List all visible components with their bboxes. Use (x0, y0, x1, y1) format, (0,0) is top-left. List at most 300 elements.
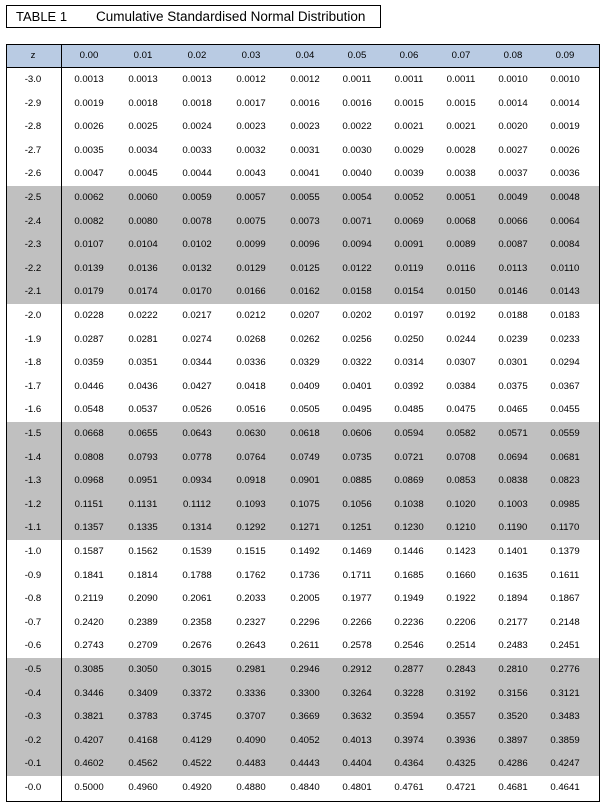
probability-cell: 0.0023 (290, 121, 320, 133)
probability-cell: 0.0021 (446, 121, 476, 133)
probability-cell: 0.0202 (342, 310, 372, 321)
probability-cell: 0.2148 (550, 616, 580, 628)
z-value-cell: -1.9 (24, 333, 42, 345)
probability-cell: 0.0037 (498, 168, 528, 180)
z-value-cell: -0.4 (24, 687, 42, 699)
probability-cell: 0.2420 (74, 616, 104, 628)
probability-cell: 0.4168 (128, 734, 158, 746)
probability-cell: 0.0392 (394, 380, 424, 392)
z-value-cell: -2.6 (24, 168, 42, 180)
probability-cell: 0.0838 (498, 475, 528, 487)
probability-cell: 0.0901 (290, 475, 320, 487)
probability-cell: 0.0307 (446, 357, 476, 369)
probability-cell: 0.0073 (290, 215, 320, 227)
probability-cell: 0.0110 (550, 262, 580, 274)
probability-cell: 0.1841 (74, 569, 104, 581)
probability-cell: 0.3821 (74, 711, 104, 723)
probability-cell: 0.0020 (498, 121, 528, 133)
probability-cell: 0.0735 (342, 451, 372, 463)
probability-cell: 0.0016 (290, 97, 320, 109)
probability-cell: 0.0559 (550, 428, 580, 439)
probability-cell: 0.3050 (128, 664, 158, 675)
probability-cell: 0.3015 (182, 664, 212, 675)
probability-cell: 0.3264 (342, 687, 372, 699)
probability-cell: 0.1539 (182, 546, 212, 557)
probability-cell: 0.0017 (236, 97, 266, 109)
probability-cell: 0.0268 (236, 333, 266, 345)
probability-cell: 0.0045 (128, 168, 158, 180)
probability-cell: 0.1814 (128, 569, 158, 581)
probability-cell: 0.0244 (446, 333, 476, 345)
probability-cell: 0.0010 (550, 74, 580, 85)
probability-cell: 0.0256 (342, 333, 372, 345)
probability-cell: 0.0136 (128, 262, 158, 274)
probability-cell: 0.0582 (446, 428, 476, 439)
probability-cell: 0.0418 (236, 380, 266, 392)
probability-cell: 0.0064 (550, 215, 580, 227)
probability-cell: 0.0125 (290, 262, 320, 274)
probability-cell: 0.1736 (290, 569, 320, 581)
probability-cell: 0.0222 (128, 310, 158, 321)
header-col-0.02: 0.02 (187, 50, 207, 61)
probability-cell: 0.1020 (446, 498, 476, 510)
probability-cell: 0.2578 (342, 640, 372, 652)
header-col-0.07: 0.07 (451, 50, 471, 61)
probability-cell: 0.1949 (394, 593, 424, 605)
z-value-cell: -1.5 (24, 428, 42, 439)
probability-cell: 0.0011 (446, 74, 476, 85)
probability-cell: 0.0516 (236, 404, 266, 416)
z-value-cell: -0.2 (24, 734, 42, 746)
probability-cell: 0.4129 (182, 734, 212, 746)
probability-cell: 0.1056 (342, 498, 372, 510)
probability-cell: 0.0150 (446, 286, 476, 298)
probability-cell: 0.0039 (394, 168, 424, 180)
probability-cell: 0.0080 (128, 215, 158, 227)
probability-cell: 0.3121 (550, 687, 580, 699)
probability-cell: 0.0505 (290, 404, 320, 416)
probability-cell: 0.0012 (236, 74, 266, 85)
probability-cell: 0.1190 (498, 522, 528, 534)
probability-cell: 0.2033 (236, 593, 266, 605)
probability-cell: 0.0043 (236, 168, 266, 180)
probability-cell: 0.2005 (290, 593, 320, 605)
probability-cell: 0.0274 (182, 333, 212, 345)
probability-cell: 0.0281 (128, 333, 158, 345)
probability-cell: 0.0367 (550, 380, 580, 392)
probability-cell: 0.3897 (498, 734, 528, 746)
probability-cell: 0.3409 (128, 687, 158, 699)
probability-cell: 0.0027 (498, 144, 528, 156)
probability-cell: 0.0329 (290, 357, 320, 369)
probability-cell: 0.3483 (550, 711, 580, 723)
probability-cell: 0.0107 (74, 239, 104, 251)
probability-cell: 0.0192 (446, 310, 476, 321)
probability-cell: 0.4404 (342, 758, 372, 770)
probability-cell: 0.2266 (342, 616, 372, 628)
probability-cell: 0.0025 (128, 121, 158, 133)
probability-cell: 0.0014 (498, 97, 528, 109)
probability-cell: 0.0113 (498, 262, 528, 274)
probability-cell: 0.0062 (74, 192, 104, 203)
z-value-cell: -0.1 (24, 758, 42, 770)
probability-cell: 0.2061 (182, 593, 212, 605)
probability-cell: 0.0146 (498, 286, 528, 298)
probability-cell: 0.0436 (128, 380, 158, 392)
probability-cell: 0.2810 (498, 664, 528, 675)
probability-cell: 0.3300 (290, 687, 320, 699)
probability-cell: 0.0035 (74, 144, 104, 156)
probability-cell: 0.0024 (182, 121, 212, 133)
probability-cell: 0.0301 (498, 357, 528, 369)
probability-cell: 0.1210 (446, 522, 476, 534)
probability-cell: 0.0029 (394, 144, 424, 156)
probability-cell: 0.3974 (394, 734, 424, 746)
probability-cell: 0.0495 (342, 404, 372, 416)
probability-cell: 0.0013 (182, 74, 212, 85)
probability-cell: 0.0026 (74, 121, 104, 133)
probability-cell: 0.0375 (498, 380, 528, 392)
probability-cell: 0.2514 (446, 640, 476, 652)
probability-cell: 0.0170 (182, 286, 212, 298)
probability-cell: 0.0427 (182, 380, 212, 392)
probability-cell: 0.0668 (74, 428, 104, 439)
z-value-cell: -2.8 (24, 121, 42, 133)
probability-cell: 0.0033 (182, 144, 212, 156)
probability-cell: 0.0049 (498, 192, 528, 203)
probability-cell: 0.0071 (342, 215, 372, 227)
probability-cell: 0.1660 (446, 569, 476, 581)
probability-cell: 0.1357 (74, 522, 104, 534)
probability-cell: 0.0032 (236, 144, 266, 156)
z-value-cell: -0.6 (24, 640, 42, 652)
probability-cell: 0.3085 (74, 664, 104, 675)
probability-cell: 0.0015 (394, 97, 424, 109)
probability-cell: 0.2296 (290, 616, 320, 628)
probability-cell: 0.3936 (446, 734, 476, 746)
probability-cell: 0.0132 (182, 262, 212, 274)
probability-cell: 0.1611 (550, 569, 580, 581)
probability-cell: 0.0548 (74, 404, 104, 416)
probability-cell: 0.0075 (236, 215, 266, 227)
probability-cell: 0.1401 (498, 546, 528, 557)
probability-cell: 0.0023 (236, 121, 266, 133)
z-value-cell: -0.3 (24, 711, 42, 723)
probability-cell: 0.0018 (128, 97, 158, 109)
probability-cell: 0.3192 (446, 687, 476, 699)
probability-cell: 0.0314 (394, 357, 424, 369)
header-col-0.03: 0.03 (241, 50, 261, 61)
header-z: z (30, 50, 36, 61)
probability-cell: 0.4562 (128, 758, 158, 770)
header-col-0.01: 0.01 (133, 50, 153, 61)
table-title: Cumulative Standardised Normal Distribution (96, 9, 366, 24)
header-col-0.05: 0.05 (347, 50, 367, 61)
probability-cell: 0.1635 (498, 569, 528, 581)
probability-cell: 0.0250 (394, 333, 424, 345)
z-value-cell: -1.3 (24, 475, 42, 487)
probability-cell: 0.0351 (128, 357, 158, 369)
probability-cell: 0.0287 (74, 333, 104, 345)
probability-cell: 0.2389 (128, 616, 158, 628)
probability-cell: 0.1587 (74, 546, 104, 557)
probability-cell: 0.0643 (182, 428, 212, 439)
probability-cell: 0.1093 (236, 498, 266, 510)
probability-cell: 0.1271 (290, 522, 320, 534)
probability-cell: 0.0409 (290, 380, 320, 392)
probability-cell: 0.3228 (394, 687, 424, 699)
probability-cell: 0.0154 (394, 286, 424, 298)
probability-cell: 0.0019 (550, 121, 580, 133)
probability-cell: 0.4840 (290, 782, 320, 793)
z-value-cell: -0.0 (24, 782, 42, 793)
probability-cell: 0.0129 (236, 262, 266, 274)
z-value-cell: -0.9 (24, 569, 42, 581)
probability-cell: 0.0047 (74, 168, 104, 180)
probability-cell: 0.2643 (236, 640, 266, 652)
z-value-cell: -0.7 (24, 616, 42, 628)
probability-cell: 0.0016 (342, 97, 372, 109)
probability-cell: 0.4247 (550, 758, 580, 770)
probability-cell: 0.4483 (236, 758, 266, 770)
probability-cell: 0.1977 (342, 593, 372, 605)
z-value-cell: -1.7 (24, 380, 42, 392)
probability-cell: 0.3783 (128, 711, 158, 723)
probability-cell: 0.4960 (128, 782, 158, 793)
probability-cell: 0.0537 (128, 404, 158, 416)
probability-cell: 0.1170 (550, 522, 580, 534)
z-value-cell: -1.2 (24, 498, 42, 510)
probability-cell: 0.0233 (550, 333, 580, 345)
probability-cell: 0.0069 (394, 215, 424, 227)
probability-cell: 0.1038 (394, 498, 424, 510)
probability-cell: 0.4090 (236, 734, 266, 746)
probability-cell: 0.0951 (128, 475, 158, 487)
probability-cell: 0.0384 (446, 380, 476, 392)
probability-cell: 0.0655 (128, 428, 158, 439)
probability-cell: 0.0011 (342, 74, 372, 85)
probability-cell: 0.4681 (498, 782, 528, 793)
probability-cell: 0.0015 (446, 97, 476, 109)
probability-cell: 0.5000 (74, 782, 104, 793)
probability-cell: 0.0010 (498, 74, 528, 85)
probability-cell: 0.0116 (446, 262, 476, 274)
probability-cell: 0.0228 (74, 310, 104, 321)
z-value-cell: -0.5 (24, 664, 42, 675)
probability-cell: 0.3594 (394, 711, 424, 723)
probability-cell: 0.0094 (342, 239, 372, 251)
z-value-cell: -0.8 (24, 593, 42, 605)
probability-cell: 0.1762 (236, 569, 266, 581)
probability-cell: 0.0618 (290, 428, 320, 439)
probability-cell: 0.2877 (394, 664, 424, 675)
probability-cell: 0.4325 (446, 758, 476, 770)
probability-cell: 0.0068 (446, 215, 476, 227)
z-value-cell: -1.4 (24, 451, 42, 463)
probability-cell: 0.2358 (182, 616, 212, 628)
z-value-cell: -1.8 (24, 357, 42, 369)
probability-cell: 0.4602 (74, 758, 104, 770)
probability-cell: 0.0139 (74, 262, 104, 274)
z-value-cell: -2.4 (24, 215, 42, 227)
probability-cell: 0.4522 (182, 758, 212, 770)
probability-cell: 0.0934 (182, 475, 212, 487)
z-value-cell: -2.5 (24, 192, 42, 203)
probability-cell: 0.0465 (498, 404, 528, 416)
probability-cell: 0.3336 (236, 687, 266, 699)
probability-cell: 0.0764 (236, 451, 266, 463)
probability-cell: 0.2912 (342, 664, 372, 675)
probability-cell: 0.4013 (342, 734, 372, 746)
z-value-cell: -3.0 (24, 74, 42, 85)
probability-cell: 0.0012 (290, 74, 320, 85)
z-value-cell: -2.1 (24, 286, 42, 298)
probability-cell: 0.0694 (498, 451, 528, 463)
probability-cell: 0.0013 (128, 74, 158, 85)
probability-cell: 0.0026 (550, 144, 580, 156)
header-col-0.06: 0.06 (399, 50, 419, 61)
probability-cell: 0.1075 (290, 498, 320, 510)
header-row (7, 45, 599, 68)
probability-cell: 0.1492 (290, 546, 320, 557)
probability-cell: 0.4052 (290, 734, 320, 746)
probability-cell: 0.0013 (74, 74, 104, 85)
z-value-cell: -1.0 (24, 546, 42, 557)
probability-cell: 0.0985 (550, 498, 580, 510)
probability-cell: 0.0359 (74, 357, 104, 369)
probability-cell: 0.1894 (498, 593, 528, 605)
probability-cell: 0.0059 (182, 192, 212, 203)
probability-cell: 0.4286 (498, 758, 528, 770)
probability-cell: 0.2119 (74, 593, 104, 605)
probability-cell: 0.0019 (74, 97, 104, 109)
probability-cell: 0.0052 (394, 192, 424, 203)
probability-cell: 0.0122 (342, 262, 372, 274)
probability-cell: 0.0571 (498, 428, 528, 439)
probability-cell: 0.0143 (550, 286, 580, 298)
probability-cell: 0.0044 (182, 168, 212, 180)
probability-cell: 0.2743 (74, 640, 104, 652)
probability-cell: 0.0793 (128, 451, 158, 463)
probability-cell: 0.0014 (550, 97, 580, 109)
probability-cell: 0.4761 (394, 782, 424, 793)
probability-cell: 0.0060 (128, 192, 158, 203)
probability-cell: 0.3156 (498, 687, 528, 699)
probability-cell: 0.4443 (290, 758, 320, 770)
probability-cell: 0.2981 (236, 664, 266, 675)
probability-cell: 0.1788 (182, 569, 212, 581)
z-value-cell: -2.0 (24, 310, 42, 321)
probability-cell: 0.0239 (498, 333, 528, 345)
probability-cell: 0.0749 (290, 451, 320, 463)
probability-cell: 0.0066 (498, 215, 528, 227)
table-number: TABLE 1 (16, 9, 68, 24)
probability-cell: 0.4880 (236, 782, 266, 793)
probability-cell: 0.0721 (394, 451, 424, 463)
probability-cell: 0.0808 (74, 451, 104, 463)
probability-cell: 0.0078 (182, 215, 212, 227)
probability-cell: 0.0018 (182, 97, 212, 109)
probability-cell: 0.1003 (498, 498, 528, 510)
probability-cell: 0.0401 (342, 380, 372, 392)
probability-cell: 0.2546 (394, 640, 424, 652)
header-col-0.04: 0.04 (295, 50, 315, 61)
probability-cell: 0.0057 (236, 192, 266, 203)
probability-cell: 0.0183 (550, 310, 580, 321)
probability-cell: 0.0038 (446, 168, 476, 180)
probability-cell: 0.2451 (550, 640, 580, 652)
probability-cell: 0.1151 (74, 498, 104, 510)
probability-cell: 0.0054 (342, 192, 372, 203)
probability-cell: 0.0034 (128, 144, 158, 156)
probability-cell: 0.0091 (394, 239, 424, 251)
probability-cell: 0.4801 (342, 782, 372, 793)
probability-cell: 0.4721 (446, 782, 476, 793)
probability-cell: 0.1292 (236, 522, 266, 534)
probability-cell: 0.0869 (394, 475, 424, 487)
probability-cell: 0.0594 (394, 428, 424, 439)
z-value-cell: -2.9 (24, 97, 42, 109)
probability-cell: 0.0099 (236, 239, 266, 251)
probability-cell: 0.0455 (550, 404, 580, 416)
probability-cell: 0.0082 (74, 215, 104, 227)
probability-cell: 0.0606 (342, 428, 372, 439)
probability-cell: 0.0021 (394, 121, 424, 133)
probability-cell: 0.0102 (182, 239, 212, 251)
probability-cell: 0.2327 (236, 616, 266, 628)
probability-cell: 0.0022 (342, 121, 372, 133)
probability-cell: 0.2611 (290, 640, 320, 652)
probability-cell: 0.1867 (550, 593, 580, 605)
z-value-cell: -2.7 (24, 144, 42, 156)
probability-cell: 0.0681 (550, 451, 580, 463)
probability-cell: 0.0174 (128, 286, 158, 298)
probability-cell: 0.4364 (394, 758, 424, 770)
probability-cell: 0.3859 (550, 734, 580, 746)
header-col-0.09: 0.09 (555, 50, 575, 61)
probability-cell: 0.0485 (394, 404, 424, 416)
probability-cell: 0.0197 (394, 310, 424, 321)
probability-cell: 0.1922 (446, 593, 476, 605)
probability-cell: 0.2177 (498, 616, 528, 628)
probability-cell: 0.0336 (236, 357, 266, 369)
probability-cell: 0.0036 (550, 168, 580, 180)
probability-cell: 0.0031 (290, 144, 320, 156)
probability-cell: 0.2776 (550, 664, 580, 675)
title-box (6, 5, 381, 28)
probability-cell: 0.3446 (74, 687, 104, 699)
probability-cell: 0.1685 (394, 569, 424, 581)
probability-cell: 0.1515 (236, 546, 266, 557)
probability-cell: 0.2236 (394, 616, 424, 628)
probability-cell: 0.0158 (342, 286, 372, 298)
probability-cell: 0.0344 (182, 357, 212, 369)
probability-cell: 0.3557 (446, 711, 476, 723)
probability-cell: 0.0778 (182, 451, 212, 463)
probability-cell: 0.0708 (446, 451, 476, 463)
probability-cell: 0.0217 (182, 310, 212, 321)
z-column-divider (61, 45, 62, 801)
probability-cell: 0.0089 (446, 239, 476, 251)
probability-cell: 0.0322 (342, 357, 372, 369)
probability-cell: 0.3745 (182, 711, 212, 723)
probability-cell: 0.3669 (290, 711, 320, 723)
probability-cell: 0.1335 (128, 522, 158, 534)
probability-cell: 0.0212 (236, 310, 266, 321)
probability-cell: 0.0011 (394, 74, 424, 85)
header-col-0.00: 0.00 (79, 50, 99, 61)
z-value-cell: -1.6 (24, 404, 42, 416)
